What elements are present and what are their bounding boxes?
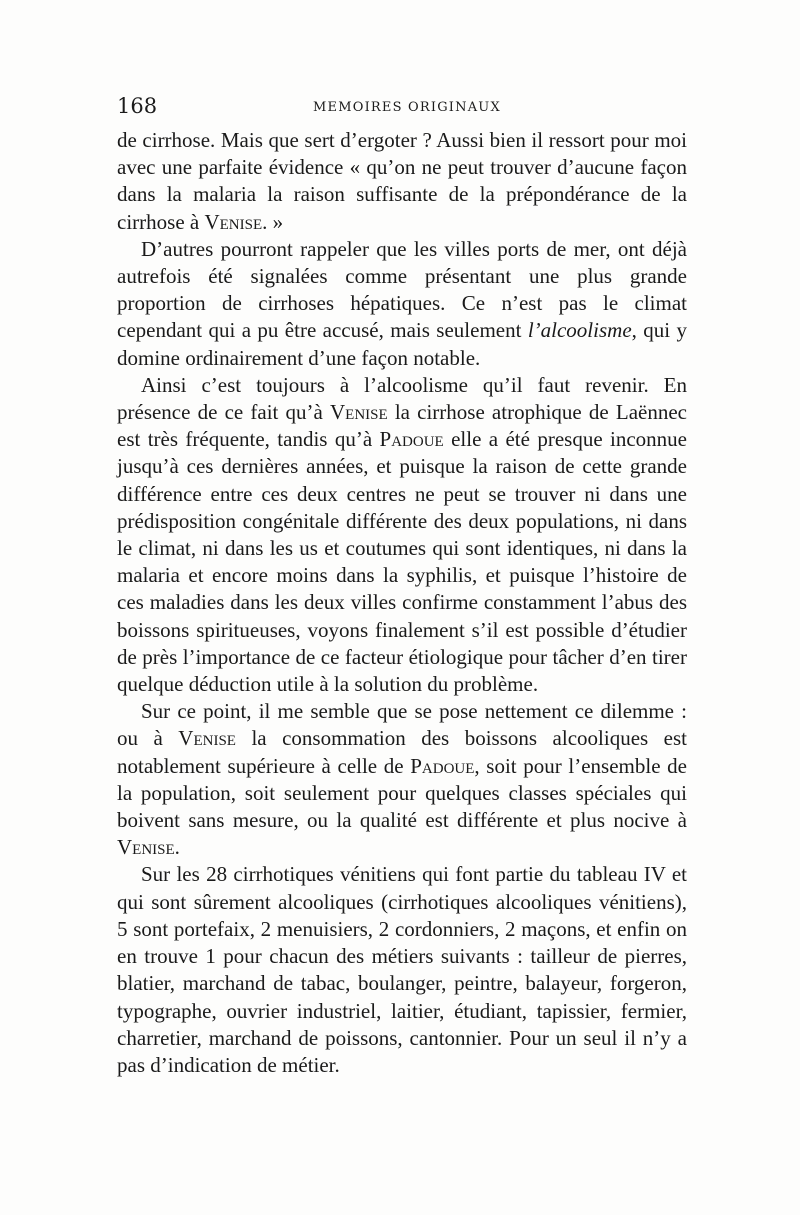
place-name: Venise bbox=[178, 726, 236, 751]
paragraph bbox=[117, 372, 687, 698]
paragraph bbox=[117, 698, 687, 861]
place-name: Venise bbox=[330, 400, 388, 425]
place-name: Venise bbox=[204, 209, 263, 234]
running-title: MEMOIRES ORIGINAUX bbox=[313, 100, 501, 115]
place-name: Venise bbox=[117, 835, 175, 860]
page-header bbox=[117, 94, 687, 120]
text-segment: . bbox=[174, 835, 180, 860]
page-number: 168 bbox=[117, 94, 158, 118]
text-segment: Sur les 28 cirrhotiques vénitiens qui font partie du tableau IV et qui sont sûrement alcooliques (cirrhotiques alcooliques vénitiens), 5 sont portefaix, 2 menuisiers, 2 cordonniers, 2 maçons, et enfin on en trouve 1 pour chacun des métiers suivants : tailleur de pierres, blatier, marchand de tabac, boulanger, peintre, balayeur, forgeron, typographe, ouvrier industriel, laitier, étudiant, tapissier, fermier, charretier, marchand de poissons, cantonnier. Pour un seul il n’y a pas d’indication de métier. bbox=[117, 862, 687, 1077]
paragraph bbox=[117, 861, 687, 1079]
paragraph bbox=[117, 127, 687, 236]
text-segment: elle a été presque inconnue jusqu’à ces dernières années, et puisque la raison de cette grande différence entre ces deux centres ne peut se trouver ni dans une prédisposition congénitale différente des deux populations, ni dans le climat, ni dans les us et coutumes qui sont identiques, ni dans la malaria et encore moins dans la syphilis, et puisque l’histoire de ces maladies dans les deux villes confirme constamment l’abus des boissons spiritueuses, voyons finalement s’il est possible d’étudier de près l’importance de ce facteur étiologique pour tâcher d’en tirer quelque déduction utile à la solution du problème. bbox=[117, 427, 687, 697]
text-segment: la consommation des boissons alcooliques est notablement supérieure à celle de bbox=[117, 726, 687, 778]
text-segment: . » bbox=[262, 209, 284, 234]
body-text bbox=[117, 127, 687, 1079]
place-name: Padoue bbox=[379, 427, 444, 452]
place-name: Padoue bbox=[410, 753, 475, 778]
text-segment: de cirrhose. Mais que sert d’ergoter ? Aussi bien il ressort pour moi avec une parfaite évidence « qu’on ne peut trouver d’aucune façon dans la malaria la raison suffisante de la prépondérance de la cirrhose à bbox=[117, 128, 687, 234]
text-segment: D’autres pourront rappeler que les villes ports de mer, ont déjà autrefois été signalées comme présentant une plus grande proportion de cirrhoses hépatiques. Ce n’est pas le climat cependant qui a pu être accusé, mais seulement bbox=[117, 236, 687, 343]
text-segment: , soit pour l’ensemble de la population, soit seulement pour quelques classes spéciales qui boivent sans mesure, ou la qualité est différente et plus nocive à bbox=[117, 753, 687, 833]
text-segment: , qui y domine ordinairement d’une façon notable. bbox=[117, 318, 687, 370]
text-segment: Sur ce point, il me semble que se pose nettement ce dilemme : ou à bbox=[117, 699, 687, 751]
paragraph bbox=[117, 236, 687, 372]
emphasis-text: l’alcoolisme bbox=[527, 318, 632, 343]
text-segment: Ainsi c’est toujours à l’alcoolisme qu’il faut revenir. En présence de ce fait qu’à bbox=[117, 372, 687, 425]
text-segment: la cirrhose atrophique de Laënnec est très fréquente, tandis qu’à bbox=[117, 400, 687, 452]
